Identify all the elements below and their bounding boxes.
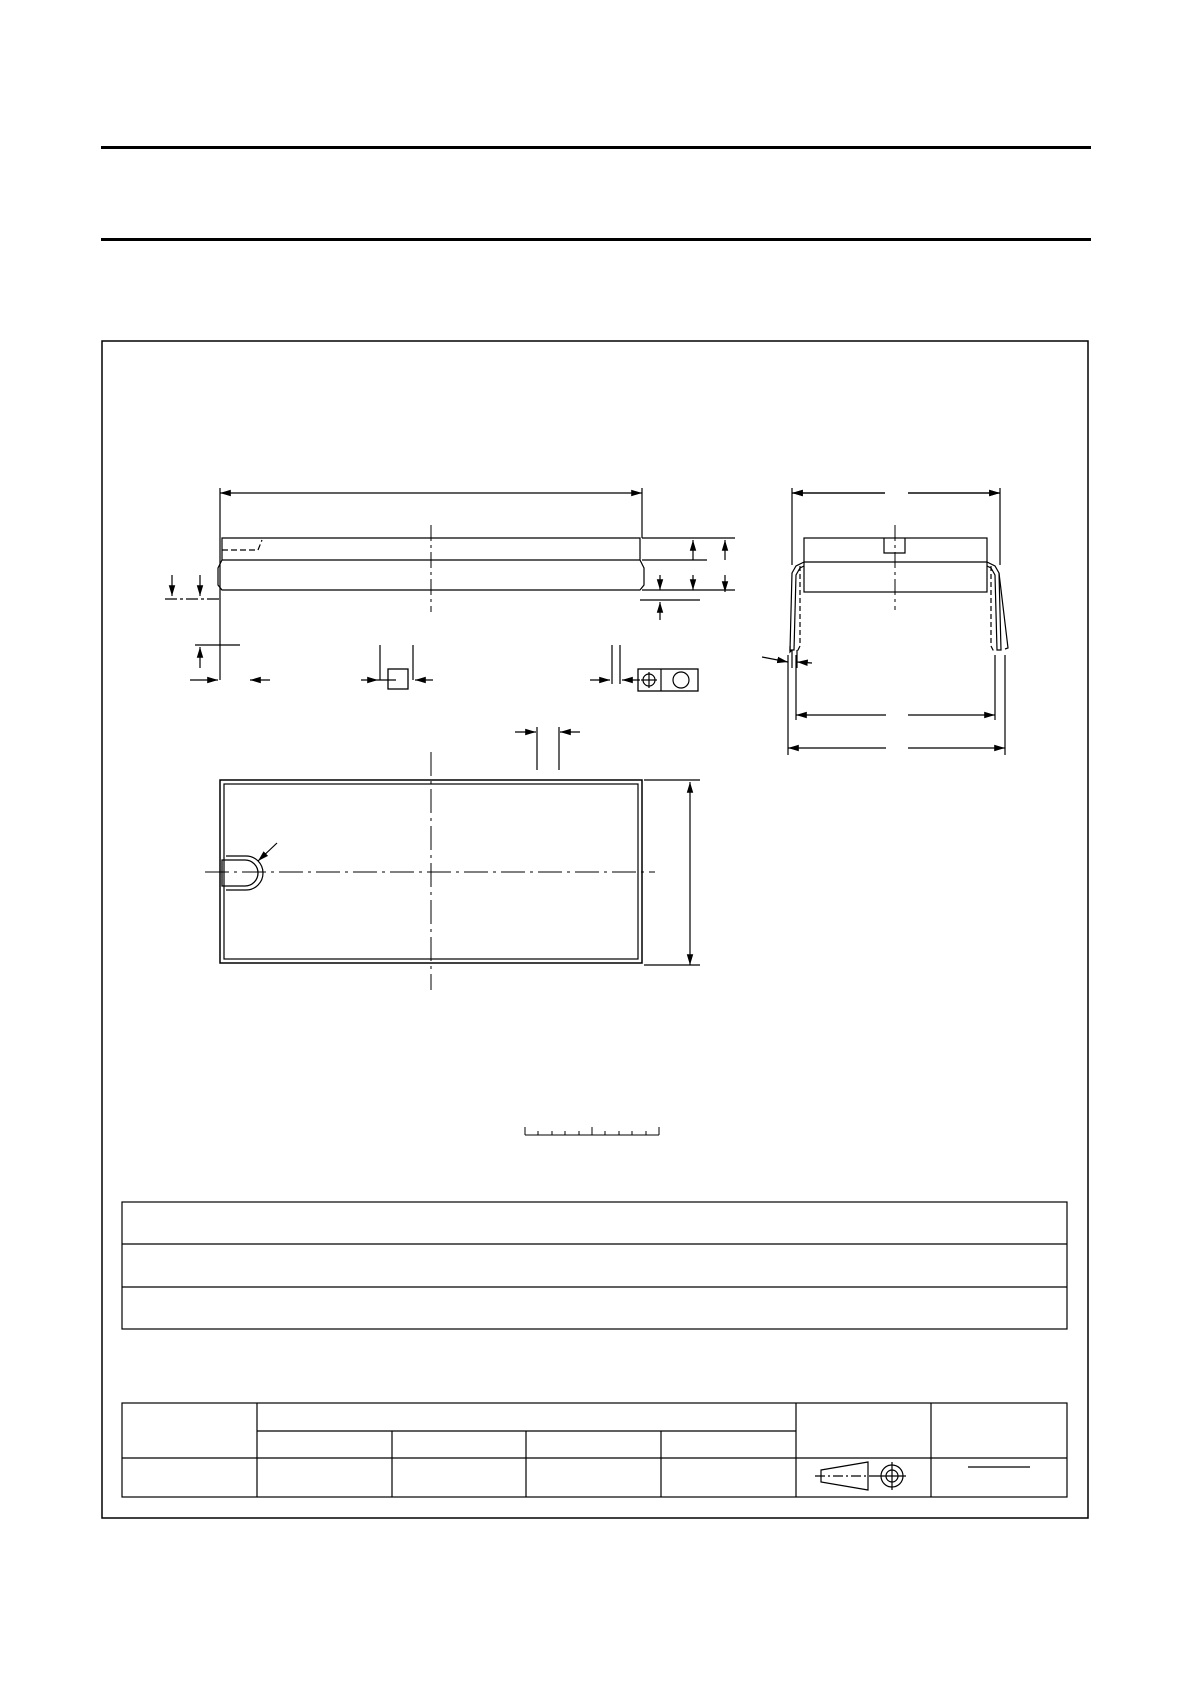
drawing-frame [102, 341, 1088, 1518]
scale-bar [525, 1127, 659, 1135]
front-view [165, 486, 735, 691]
first-angle-projection-icon [815, 1462, 906, 1490]
top-view [205, 727, 700, 990]
outline-version-table [122, 1403, 1067, 1497]
pin-one-notch [222, 860, 258, 886]
dimension-table [122, 1202, 1067, 1329]
side-view [762, 488, 1008, 755]
